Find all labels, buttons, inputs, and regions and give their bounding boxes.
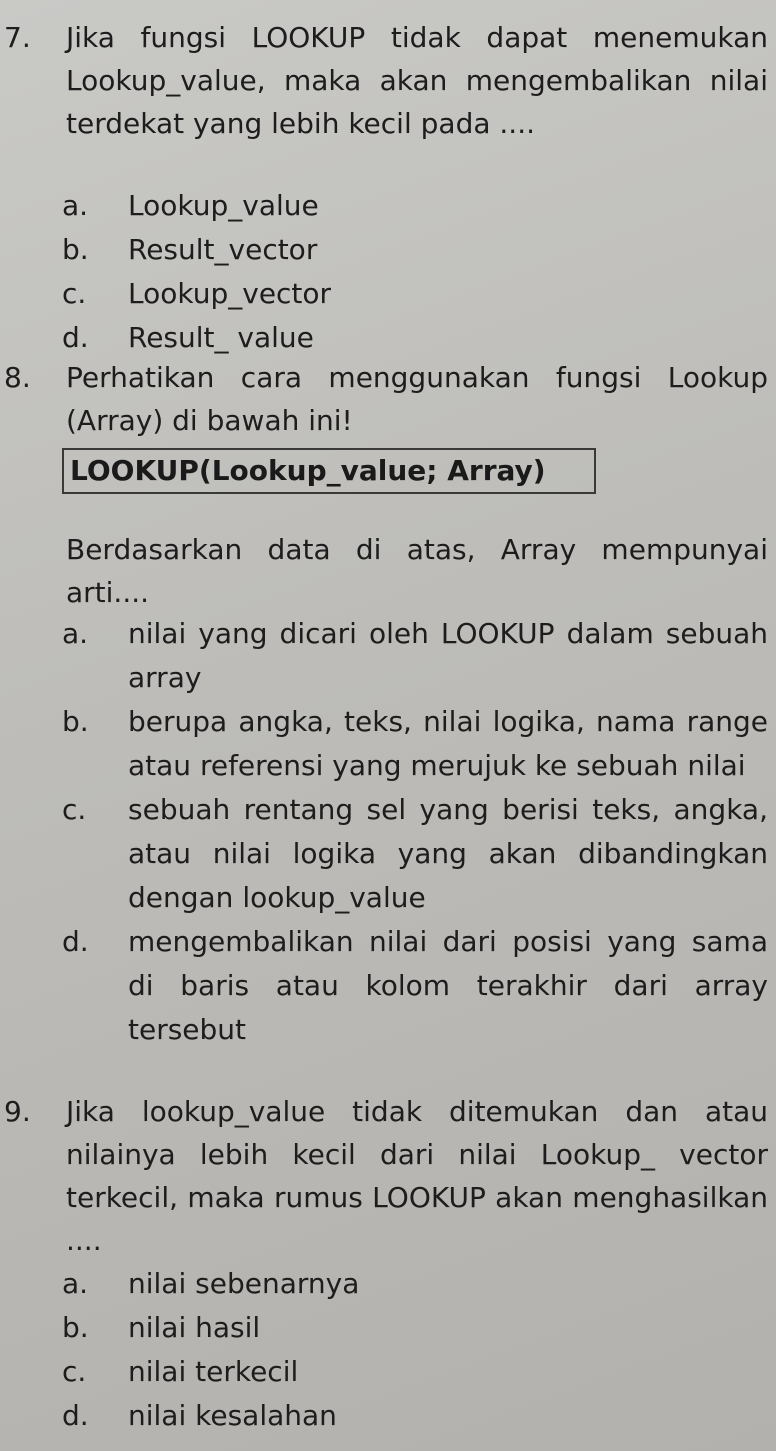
option-label: b. — [62, 233, 89, 266]
question-text: Jika lookup_value tidak ditemukan dan atau nilainya lebih kecil dari nilai Lookup_ vector terkecil, maka rumus LOOKUP akan menghasilkan .... — [66, 1095, 768, 1257]
question-8-stem — [4, 528, 768, 614]
question-7 — [4, 16, 768, 145]
option-text: Result_ value — [128, 321, 314, 354]
option-label: b. — [62, 705, 89, 738]
option-c[interactable] — [62, 788, 768, 920]
option-text: nilai sebenarnya — [128, 1267, 360, 1300]
option-text: Result_vector — [128, 233, 318, 266]
question-8-options — [62, 612, 768, 1052]
option-d[interactable] — [62, 920, 768, 1052]
option-a[interactable] — [62, 184, 768, 228]
option-text: Lookup_value — [128, 189, 319, 222]
question-stem-text: Berdasarkan data di atas, Array mempunyai arti.... — [66, 533, 768, 609]
option-label: a. — [62, 1267, 89, 1300]
option-label: c. — [62, 1355, 87, 1388]
option-label: c. — [62, 793, 87, 826]
question-9-options — [62, 1262, 768, 1438]
option-c[interactable] — [62, 1350, 768, 1394]
option-d[interactable] — [62, 316, 768, 360]
option-text: nilai yang dicari oleh LOOKUP dalam sebuah array — [128, 617, 768, 694]
option-label: d. — [62, 925, 89, 958]
option-label: a. — [62, 617, 89, 650]
question-number: 8. — [4, 361, 31, 394]
option-text: Lookup_vector — [128, 277, 332, 310]
option-text: nilai kesalahan — [128, 1399, 337, 1432]
option-text: berupa angka, teks, nilai logika, nama range atau referensi yang merujuk ke sebuah nilai — [128, 705, 768, 782]
option-text: nilai hasil — [128, 1311, 261, 1344]
option-c[interactable] — [62, 272, 768, 316]
option-label: b. — [62, 1311, 89, 1344]
question-text: Perhatikan cara menggunakan fungsi Lookup (Array) di bawah ini! — [66, 361, 768, 437]
question-8 — [4, 356, 768, 442]
option-a[interactable] — [62, 1262, 768, 1306]
formula-box: LOOKUP(Lookup_value; Array) — [62, 448, 596, 494]
option-text: mengembalikan nilai dari posisi yang sama di baris atau kolom terakhir dari array tersebut — [128, 925, 768, 1046]
question-number: 7. — [4, 21, 31, 54]
question-text: Jika fungsi LOOKUP tidak dapat menemukan Lookup_value, maka akan mengembalikan nilai terdekat yang lebih kecil pada .... — [66, 21, 768, 140]
option-a[interactable] — [62, 612, 768, 700]
option-text: sebuah rentang sel yang berisi teks, angka, atau nilai logika yang akan dibandingkan dengan lookup_value — [128, 793, 768, 914]
option-b[interactable] — [62, 228, 768, 272]
question-9 — [4, 1090, 768, 1262]
option-label: d. — [62, 1399, 89, 1432]
option-b[interactable] — [62, 1306, 768, 1350]
option-b[interactable] — [62, 700, 768, 788]
question-number: 9. — [4, 1095, 31, 1128]
option-d[interactable] — [62, 1394, 768, 1438]
option-label: d. — [62, 321, 89, 354]
option-label: c. — [62, 277, 87, 310]
option-label: a. — [62, 189, 89, 222]
question-7-options — [62, 184, 768, 360]
option-text: nilai terkecil — [128, 1355, 299, 1388]
